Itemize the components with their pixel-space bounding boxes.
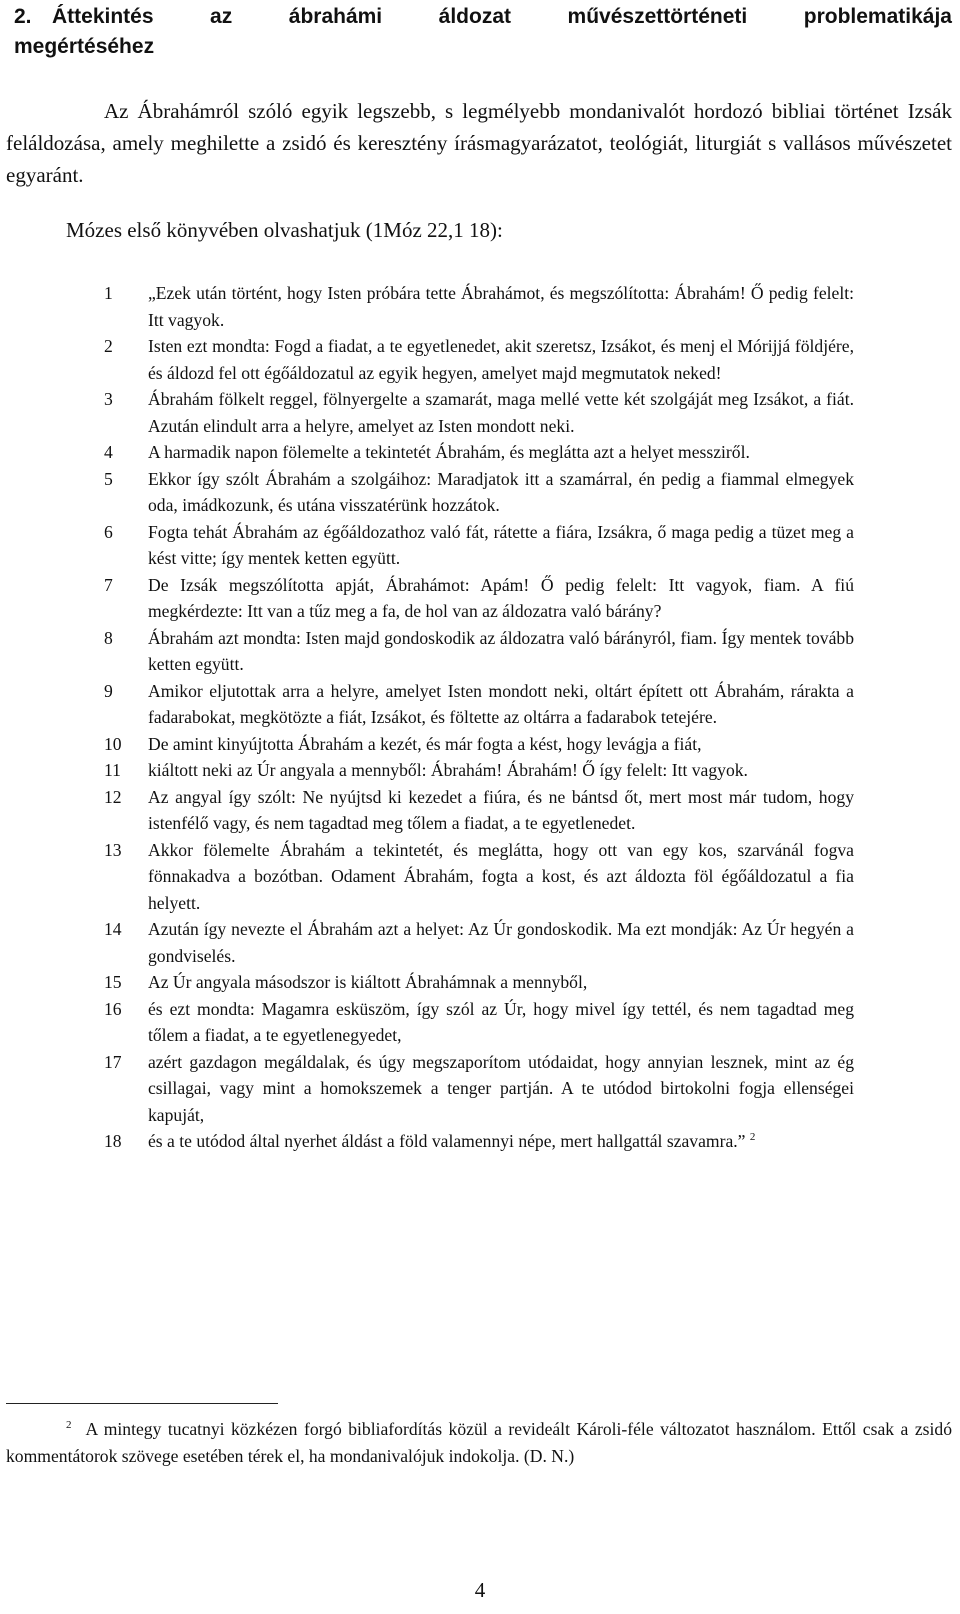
verse-text-body: De Izsák megszólította apját, Ábrahámot: Apám! Ő pedig felelt: Itt vagyok, fiam. A fiú megkérdezte: Itt van a tűz meg a fa, de hol van az áldozatra való bárány? [148, 574, 854, 621]
verse-text [148, 678, 854, 731]
verse-text-body: Amikor eljutottak arra a helyre, amelyet Isten mondott neki, oltárt épített ott Ábrahám, rárakta a fadarabokat, megkötözte a fiát, Izsákot, és föltette az oltárra a fadarabok tetejére. [148, 680, 854, 727]
verse-number: 6 [104, 521, 113, 542]
verse-number: 16 [104, 998, 122, 1019]
verse-text-body: Fogta tehát Ábrahám az égőáldozathoz való fát, rátette a fiára, Izsákra, ő maga pedig a tüzet meg a kést vitte; így mentek ketten együtt. [148, 521, 854, 568]
verse-number: 1 [104, 283, 113, 303]
footnote [6, 1416, 952, 1469]
scripture-reference: Mózes első könyvében olvashatjuk (1Móz 22,1 18): [66, 218, 503, 242]
verse-text [148, 386, 854, 439]
verse-row [0, 1049, 960, 1129]
verse-row [0, 837, 960, 917]
verse-row [0, 784, 960, 837]
verse-number: 7 [104, 574, 113, 595]
intro-paragraph: Az Ábrahámról szóló egyik legszebb, s legmélyebb mondanivalót hordozó bibliai történet Izsák feláldozása, amely meghilette a zsidó és keresztény írásmagyarázatot, teológiát, liturgiát s vallásos művészetet egyaránt. [6, 99, 952, 187]
footnote-reference: 2 [749, 1131, 756, 1144]
heading-line-2: megértéséhez [14, 35, 155, 58]
verse-text [148, 280, 854, 333]
verse-row [0, 625, 960, 678]
verse-text [148, 996, 854, 1049]
heading-number: 2. [14, 5, 32, 28]
verse-text [148, 1128, 854, 1155]
verse-text-body: Azután így nevezte el Ábrahám azt a helyet: Az Úr gondoskodik. Ma ezt mondják: Az Úr hegyén a gondviselés. [148, 919, 854, 966]
verse-text-body: azért gazdagon megáldalak, és úgy megszaporítom utódaidat, hogy annyian lesznek, mint az ég csillagai, vagy mint a homokszemek a tenger partján. A te utódod birtokolni fogja ellenségei kapuját, [148, 1051, 854, 1125]
verse-number: 8 [104, 627, 113, 648]
verse-number: 3 [104, 389, 113, 409]
verse-text [148, 572, 854, 625]
footnote-text: A mintegy tucatnyi közkézen forgó bibliafordítás közül a revideált Károli-féle változatot használom. Ettől csak a zsidó kommentátorok szövege esetében térek el, ha mondanivalójuk indokolja. (D. N.) [6, 1419, 952, 1466]
verse-text [148, 333, 854, 386]
verse-text-body: Akkor fölemelte Ábrahám a tekintetét, és meglátta, hogy ott van egy kos, szarvánál fogva fönnakadva a bozótban. Odament Ábrahám, fogta a kost, és azt áldozta föl égőáldozatul a fia helyett. [148, 839, 854, 913]
verse-number: 12 [104, 786, 122, 807]
verse-number: 9 [104, 680, 113, 701]
verse-row [0, 969, 960, 996]
verse-row [0, 386, 960, 439]
verse-text-body: Ábrahám fölkelt reggel, fölnyergelte a szamarát, maga mellé vette két szolgáját meg Izsákot, a fiát. Azután elindult arra a helyre, amelyet az Isten mondott neki. [148, 389, 854, 436]
verse-number: 4 [104, 442, 113, 462]
verse-number: 2 [104, 336, 113, 356]
verse-text [148, 625, 854, 678]
page-number: 4 [474, 1578, 486, 1602]
section-heading [14, 2, 952, 62]
verse-text-body: „Ezek után történt, hogy Isten próbára tette Ábrahámot, és megszólította: Ábrahám! Ő pedig felelt: Itt vagyok. [148, 283, 854, 330]
verse-text [148, 784, 854, 837]
verse-text [148, 466, 854, 519]
verse-text-body: De amint kinyújtotta Ábrahám a kezét, és már fogta a kést, hogy levágja a fiát, [148, 733, 702, 754]
verse-text-body: A harmadik napon fölemelte a tekintetét Ábrahám, és meglátta azt a helyet messziről. [148, 442, 750, 462]
verse-text-body: Az Úr angyala másodszor is kiáltott Ábrahámnak a mennyből, [148, 972, 588, 992]
verse-text [148, 731, 854, 758]
verse-text-body: Isten ezt mondta: Fogd a fiadat, a te egyetlenedet, akit szeretsz, Izsákot, és menj el Mórijjá földjére, és áldozd fel ott égőáldozatul az egyik hegyen, amelyet majd megmutatok neked! [148, 336, 854, 383]
verse-row [0, 731, 960, 758]
verse-text-body: Ekkor így szólt Ábrahám a szolgáihoz: Maradjatok itt a szamárral, én pedig a fiammal elmegyek oda, imádkozunk, és utána visszatérünk hozzátok. [148, 468, 854, 515]
verse-text-body: és a te utódod által nyerhet áldást a föld valamennyi népe, mert hallgattál szavamra.” [148, 1131, 746, 1151]
verse-row [0, 678, 960, 731]
verse-number: 14 [104, 919, 122, 939]
verse-row [0, 996, 960, 1049]
footnote-mark: 2 [66, 1419, 72, 1432]
verse-number: 15 [104, 972, 122, 992]
verse-text-body: Ábrahám azt mondta: Isten majd gondoskodik az áldozatra való bárányról, fiam. Így mentek tovább ketten együtt. [148, 627, 854, 674]
verse-row [0, 439, 960, 466]
verse-text-body: Az angyal így szólt: Ne nyújtsd ki kezedet a fiúra, és ne bántsd őt, mert most már tudom, hogy istenfélő vagy, és nem tagadtad meg tőlem a fiadat, a te egyetlenedet. [148, 786, 854, 833]
verse-text [148, 439, 854, 466]
verse-number: 13 [104, 839, 122, 860]
verse-number: 5 [104, 468, 113, 489]
verse-number: 17 [104, 1051, 122, 1072]
verse-text [148, 837, 854, 917]
verse-number: 18 [104, 1131, 122, 1151]
verse-row [0, 280, 960, 333]
verse-row [0, 572, 960, 625]
verse-row [0, 466, 960, 519]
verse-row [0, 519, 960, 572]
verse-text [148, 519, 854, 572]
heading-line-1: Áttekintés az ábrahámi áldozat művészettörténeti problematikája [52, 5, 952, 28]
verse-row [0, 1128, 960, 1155]
verse-text [148, 969, 854, 996]
verse-text [148, 757, 854, 784]
verse-row [0, 757, 960, 784]
verse-number: 11 [104, 760, 121, 780]
verse-row [0, 333, 960, 386]
verse-text-body: és ezt mondta: Magamra esküszöm, így szól az Úr, hogy mivel így tettél, és nem tagadtad meg tőlem a fiadat, a te egyetlenegyedet, [148, 998, 854, 1045]
verse-number: 10 [104, 733, 122, 754]
verse-text [148, 916, 854, 969]
verse-row [0, 916, 960, 969]
verse-text [148, 1049, 854, 1129]
verse-text-body: kiáltott neki az Úr angyala a mennyből: Ábrahám! Ábrahám! Ő így felelt: Itt vagyok. [148, 760, 748, 780]
footnote-rule [6, 1403, 278, 1404]
verse-list [0, 280, 960, 1155]
